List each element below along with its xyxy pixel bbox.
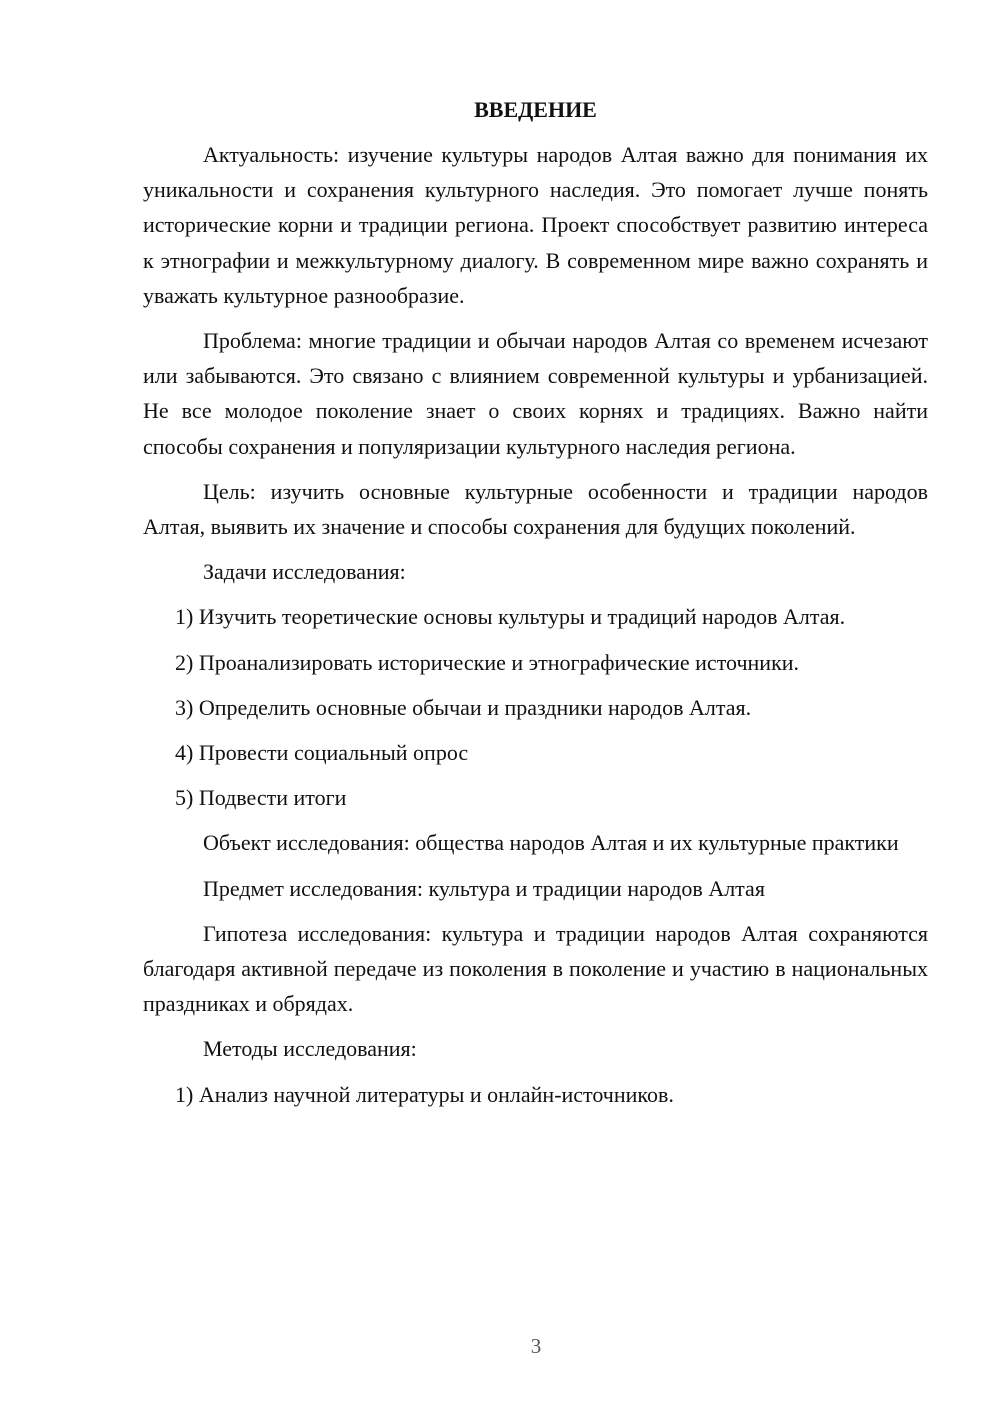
page-title: ВВЕДЕНИЕ — [474, 97, 597, 122]
methods-list — [143, 1077, 928, 1112]
subject-paragraph: Предмет исследования: культура и традиции народов Алтая — [203, 875, 765, 901]
methods-heading: Методы исследования: — [203, 1036, 417, 1062]
method-item-1: 1) Анализ научной литературы и онлайн-источников. — [175, 1081, 674, 1107]
task-item-2: 2) Проанализировать исторические и этнографические источники. — [175, 649, 800, 675]
tasks-list — [143, 599, 928, 815]
hypothesis-paragraph: Гипотеза исследования: культура и традиции народов Алтая сохраняются благодаря активной передаче из поколения в поколение и участию в национальных праздниках и обрядах. — [143, 920, 928, 1017]
relevance-paragraph: Актуальность: изучение культуры народов Алтая важно для понимания их уникальности и сохранения культурного наследия. Это помогает лучше понять исторические корни и традиции региона. Проект способствует развитию интереса к этнографии и межкультурному диалогу. В современном мире важно сохранять и уважать культурное разнообразие. — [143, 142, 928, 308]
task-item-4: 4) Провести социальный опрос — [175, 740, 469, 766]
tasks-heading: Задачи исследования: — [203, 559, 406, 585]
task-item-5: 5) Подвести итоги — [175, 785, 347, 811]
task-item-1: 1) Изучить теоретические основы культуры и традиций народов Алтая. — [175, 604, 846, 630]
problem-paragraph: Проблема: многие традиции и обычаи народов Алтая со временем исчезают или забываются. Это связано с влиянием современной культуры и урбанизацией. Не все молодое поколение знает о своих корнях и традициях. Важно найти способы сохранения и популяризации культурного наследия региона. — [143, 328, 928, 459]
page-number: 3 — [530, 1334, 542, 1358]
object-paragraph: Объект исследования: общества народов Алтая и их культурные практики — [203, 830, 899, 856]
goal-paragraph: Цель: изучить основные культурные особенности и традиции народов Алтая, выявить их значение и способы сохранения для будущих поколений. — [143, 478, 928, 540]
page-body — [143, 92, 928, 1122]
task-item-3: 3) Определить основные обычаи и праздники народов Алтая. — [175, 694, 752, 720]
